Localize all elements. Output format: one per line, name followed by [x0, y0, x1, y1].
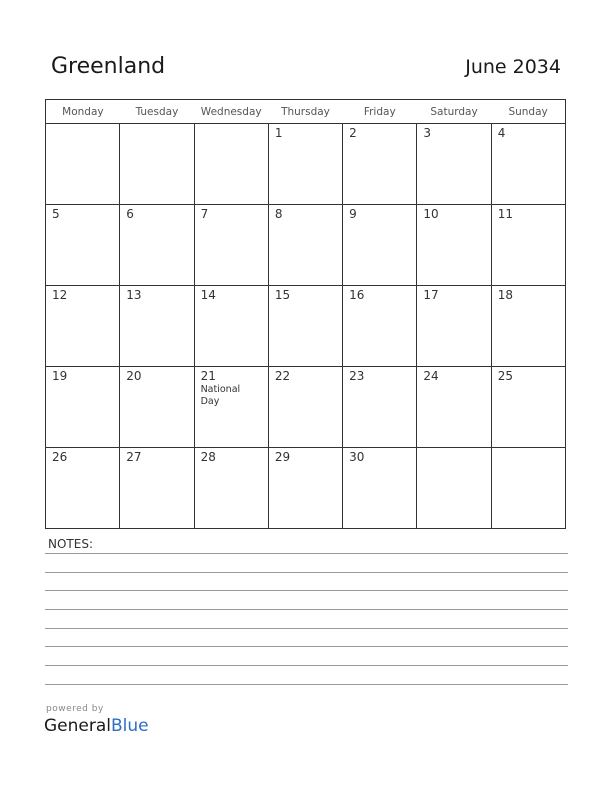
brand-blue: Blue — [111, 716, 149, 736]
day-number: 5 — [52, 207, 60, 221]
day-number: 15 — [274, 288, 291, 302]
day-cell — [46, 124, 120, 205]
day-cell — [417, 367, 491, 448]
week-row — [46, 367, 566, 448]
note-line — [45, 572, 568, 573]
day-cell — [268, 367, 342, 448]
note-line — [45, 609, 568, 610]
day-number: 14 — [200, 288, 216, 302]
note-line — [45, 665, 568, 666]
day-cell — [491, 205, 565, 286]
day-cell — [194, 448, 268, 529]
weekday-header: Wednesday — [194, 100, 268, 124]
day-cell — [343, 367, 417, 448]
day-cell — [120, 286, 194, 367]
holiday-label: National Day — [200, 384, 241, 407]
weekday-header: Tuesday — [120, 100, 194, 124]
country-title: Greenland — [51, 54, 166, 79]
week-row — [46, 205, 566, 286]
day-cell — [491, 448, 565, 529]
day-number: 27 — [126, 450, 142, 464]
day-cell — [417, 124, 491, 205]
day-number: 2 — [349, 126, 357, 140]
weekday-header-row — [46, 100, 566, 124]
day-cell — [268, 124, 342, 205]
day-number: 1 — [274, 126, 283, 140]
day-number: 23 — [349, 369, 365, 383]
notes-label: NOTES: — [48, 537, 93, 551]
day-cell — [120, 205, 194, 286]
day-cell — [46, 205, 120, 286]
month-year-title: June 2034 — [465, 56, 561, 78]
day-cell — [46, 448, 120, 529]
day-cell — [491, 124, 565, 205]
day-cell — [268, 448, 342, 529]
day-number: 11 — [497, 207, 513, 221]
day-number: 21 — [200, 369, 216, 383]
note-line — [45, 646, 568, 647]
day-cell — [343, 286, 417, 367]
weekday-header: Sunday — [491, 100, 565, 124]
day-cell — [194, 286, 268, 367]
day-cell — [417, 205, 491, 286]
day-number: 24 — [423, 369, 439, 383]
day-cell — [120, 367, 194, 448]
day-number: 28 — [200, 450, 216, 464]
weekday-header: Monday — [46, 100, 120, 124]
day-cell — [417, 448, 491, 529]
day-cell — [343, 205, 417, 286]
day-cell — [268, 205, 342, 286]
day-number: 13 — [126, 288, 142, 302]
note-line — [45, 684, 568, 685]
day-cell — [46, 367, 120, 448]
day-cell — [194, 205, 268, 286]
day-number: 18 — [497, 288, 513, 302]
week-row — [46, 448, 566, 529]
day-number: 19 — [52, 369, 68, 383]
day-cell — [194, 124, 268, 205]
day-number: 7 — [200, 207, 209, 221]
weekday-header: Thursday — [268, 100, 342, 124]
day-cell — [120, 448, 194, 529]
day-cell — [491, 286, 565, 367]
note-line — [45, 628, 568, 629]
day-number: 4 — [497, 126, 506, 140]
powered-by-text: powered by — [46, 704, 104, 714]
day-number: 26 — [52, 450, 68, 464]
week-row — [46, 286, 566, 367]
day-cell — [120, 124, 194, 205]
day-number: 22 — [274, 369, 291, 383]
note-line — [45, 590, 568, 591]
brand-logo[interactable] — [44, 716, 149, 736]
day-number: 9 — [349, 207, 357, 221]
day-cell — [343, 448, 417, 529]
day-cell — [417, 286, 491, 367]
day-cell — [268, 286, 342, 367]
calendar-grid — [45, 99, 566, 529]
week-row — [46, 124, 566, 205]
day-cell — [491, 367, 565, 448]
brand-general: General — [44, 716, 111, 736]
day-number: 8 — [274, 207, 283, 221]
day-cell — [343, 124, 417, 205]
weekday-header: Saturday — [417, 100, 491, 124]
day-number: 12 — [52, 288, 68, 302]
day-cell — [194, 367, 268, 448]
day-number: 30 — [349, 450, 365, 464]
day-number: 10 — [423, 207, 439, 221]
day-cell — [46, 286, 120, 367]
day-number: 17 — [423, 288, 439, 302]
note-line — [45, 553, 568, 554]
day-number: 29 — [274, 450, 291, 464]
day-number: 16 — [349, 288, 365, 302]
day-number: 3 — [423, 126, 432, 140]
day-number: 20 — [126, 369, 142, 383]
day-number: 25 — [497, 369, 513, 383]
day-number: 6 — [126, 207, 134, 221]
weekday-header: Friday — [343, 100, 417, 124]
